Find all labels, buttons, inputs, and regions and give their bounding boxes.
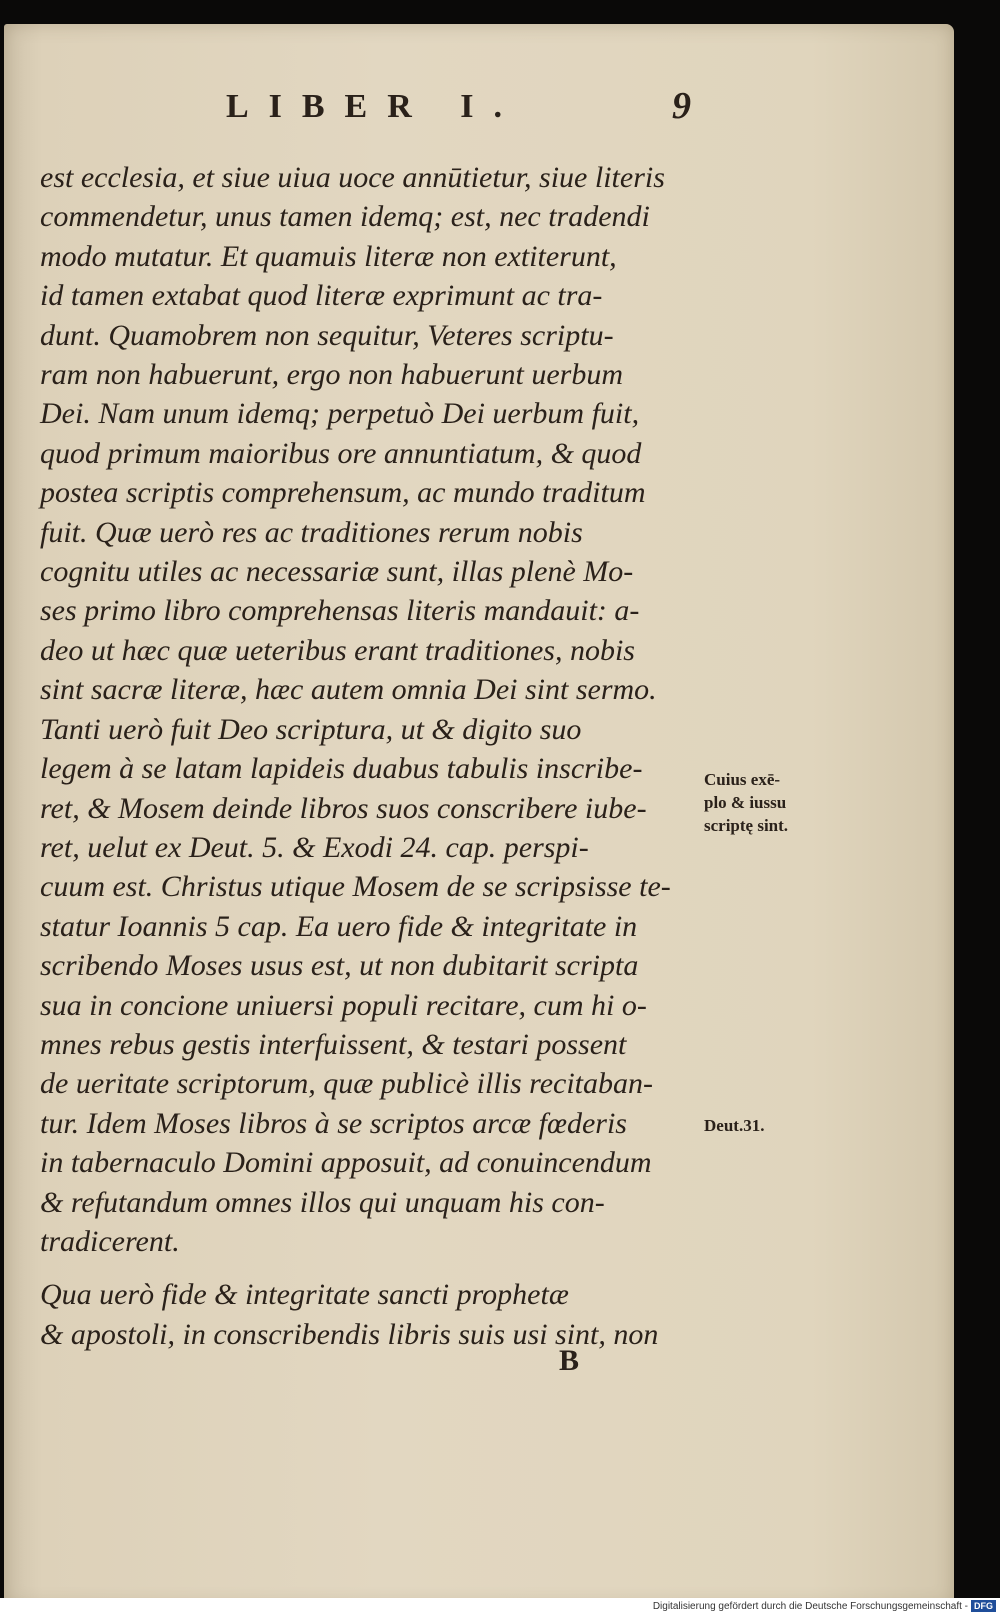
- margin-note-1: [704, 768, 788, 837]
- text-line: sint sacræ literæ, hæc autem omnia Dei sint sermo.: [40, 673, 657, 707]
- text-line: ses primo libro comprehensas literis mandauit: a-: [40, 594, 640, 628]
- text-line: ret, & Mosem deinde libros suos conscribere iube-: [40, 791, 647, 825]
- text-line: scribendo Moses usus est, ut non dubitarit scripta: [40, 949, 639, 983]
- text-line: deo ut hæc quæ ueteribus erant traditiones, nobis: [40, 633, 635, 667]
- dfg-logo-icon: DFG: [971, 1600, 996, 1612]
- text-line: postea scriptis comprehensum, ac mundo traditum: [40, 476, 646, 510]
- digitization-footer: [0, 1598, 1000, 1615]
- text-line: & refutandum omnes illos qui unquam his con-: [40, 1185, 605, 1219]
- text-line: mnes rebus gestis interfuissent, & testari possent: [40, 1027, 627, 1061]
- margin-note-2: Deut.31.: [704, 1116, 765, 1135]
- text-line: tradicerent.: [40, 1224, 180, 1258]
- text-line: de ueritate scriptorum, quæ publicè illis recitaban-: [40, 1067, 653, 1101]
- text-line: id tamen extabat quod literæ exprimunt ac tra-: [40, 279, 603, 313]
- text-line: sua in concione uniuersi populi recitare, cum hi o-: [40, 988, 647, 1022]
- text-line: in tabernaculo Domini apposuit, ad conuincendum: [40, 1146, 652, 1180]
- text-line: cuum est. Christus utique Mosem de se scripsisse te-: [40, 870, 671, 904]
- text-line: & apostoli, in conscribendis libris suis usi sint, non: [40, 1317, 659, 1351]
- signature-mark: B: [559, 1344, 580, 1377]
- text-line: tur. Idem Moses libros à se scriptos arcæ fœderis: [40, 1106, 627, 1140]
- text-line: commendetur, unus tamen idemq; est, nec tradendi: [40, 200, 650, 234]
- text-line: ret, uelut ex Deut. 5. & Exodi 24. cap. perspi-: [40, 830, 589, 864]
- text-line: Qua uerò fide & integritate sancti prophetæ: [40, 1278, 569, 1312]
- text-line: est ecclesia, et siue uiua uoce annūtietur, siue literis: [40, 161, 665, 194]
- text-line: ram non habuerunt, ergo non habuerunt uerbum: [40, 358, 624, 392]
- text-line: Tanti uerò fuit Deo scriptura, ut & digito suo: [40, 712, 582, 746]
- text-line: cognitu utiles ac necessariæ sunt, illas plenè Mo-: [40, 555, 634, 589]
- text-line: legem à se latam lapideis duabus tabulis inscribe-: [40, 752, 643, 786]
- text-line: modo mutatur. Et quamuis literæ non extiterunt,: [40, 239, 617, 273]
- main-text: [40, 158, 700, 1354]
- paragraph-gap: [40, 1261, 700, 1275]
- footer-text: Digitalisierung gefördert durch die Deutsche Forschungsgemeinschaft -: [652, 1601, 968, 1612]
- margin-note-line: Cuius exē-: [704, 770, 781, 789]
- text-line: quod primum maioribus ore annuntiatum, & quod: [40, 436, 642, 470]
- book-page: [4, 24, 954, 1606]
- text-line: Dei. Nam unum idemq; perpetuò Dei uerbum fuit,: [40, 397, 640, 431]
- running-header: LIBER I.: [225, 88, 523, 125]
- margin-note-line: plo & iussu: [704, 793, 787, 812]
- page-number: 9: [672, 85, 691, 127]
- text-line: statur Ioannis 5 cap. Ea uero fide & integritate in: [40, 909, 638, 943]
- text-line: fuit. Quæ uerò res ac traditiones rerum nobis: [40, 515, 583, 549]
- margin-note-line: scriptę sint.: [704, 816, 789, 835]
- text-line: dunt. Quamobrem non sequitur, Veteres scriptu-: [40, 318, 614, 352]
